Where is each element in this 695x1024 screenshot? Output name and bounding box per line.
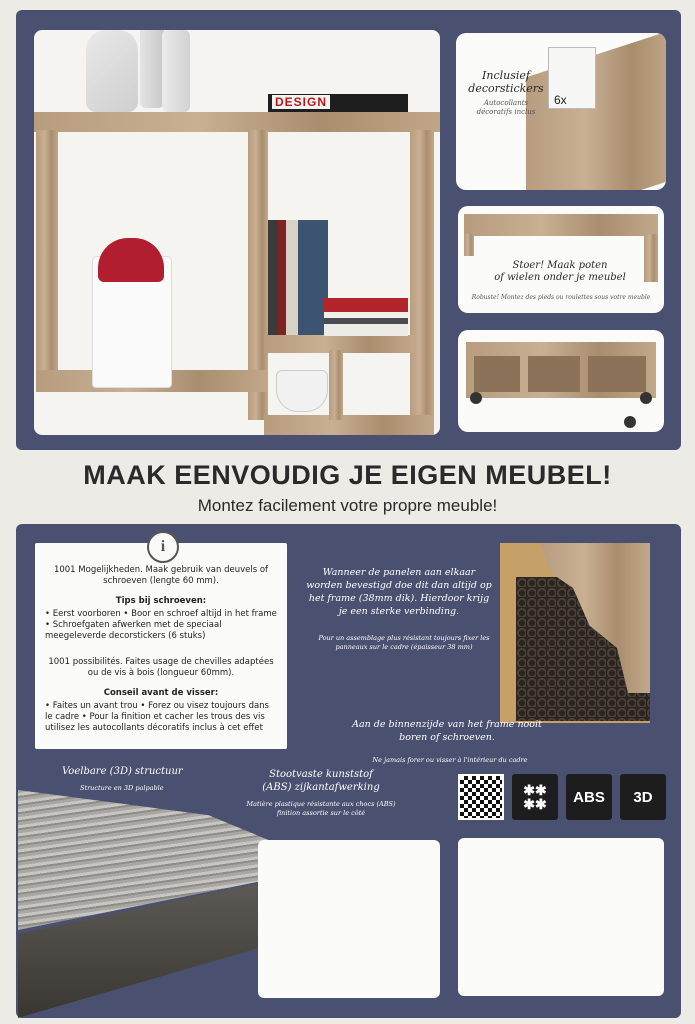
shelf-top xyxy=(34,112,440,132)
panels-callout-nl: Wanneer de panelen aan elkaar worden bevestigd doe dit dan altijd op het frame (38mm dik). Hierdoor krijg je een sterke verbinding. xyxy=(306,567,492,617)
stickers-callout xyxy=(456,33,666,190)
vase-right xyxy=(162,30,190,112)
red-cloth xyxy=(98,238,164,282)
vase-middle xyxy=(140,30,164,108)
info-icon: i xyxy=(147,531,179,563)
legs-board-left xyxy=(464,234,474,256)
info-fr-tips-title: Conseil avant de visser: xyxy=(103,688,219,698)
legs-board-right xyxy=(644,234,658,282)
board-closeup xyxy=(18,790,283,1018)
vase-left xyxy=(86,30,138,112)
empty-card-right xyxy=(458,838,664,996)
headline-fr: Montez facilement votre propre meuble! xyxy=(197,496,498,515)
wheel-icon xyxy=(470,392,482,404)
info-fr-intro: 1001 possibilités. Faites usage de chevilles adaptées ou de vis à bois (longueur 60mm). xyxy=(48,657,274,678)
wheel-icon xyxy=(624,416,636,428)
3d-callout-fr: Structure en 3D palpable xyxy=(80,784,164,792)
inside-callout-nl: Aan de binnenzijde van het frame nooit boren of schroeven. xyxy=(352,719,542,743)
info-nl-tips-title: Tips bij schroeven: xyxy=(115,596,207,606)
wheels-unit-cube-1 xyxy=(474,356,520,392)
wheels-callout xyxy=(458,330,664,432)
3d-callout-nl: Voelbare (3D) structuur xyxy=(62,766,183,777)
frame-cutaway xyxy=(500,543,650,723)
info-nl-tips: • Eerst voorboren • Boor en schroef altijd in het frame • Schroefgaten afwerken met de speciaal meegeleverde decorstickers (6 stuks) xyxy=(45,609,277,641)
wheels-unit-cube-3 xyxy=(588,356,646,392)
3d-badge: 3D xyxy=(620,774,666,820)
sticker-board xyxy=(526,33,666,190)
inside-callout-fr: Ne jamais forer ou visser à l'intérieur du cadre xyxy=(372,756,528,764)
stickers-label-nl: Inclusief decorstickers xyxy=(468,69,544,95)
legs-label-nl: Stoer! Maak poten of wielen onder je meubel xyxy=(494,260,626,283)
info-box xyxy=(35,538,287,749)
legs-label-fr: Robuste! Montez des pieds ou roulettes sous votre meuble xyxy=(471,294,651,301)
design-book-spine: DESIGN xyxy=(272,95,330,109)
product-photo xyxy=(34,30,440,435)
shelf-right-side xyxy=(410,130,434,435)
abs-callout-nl: Stootvaste kunststof (ABS) zijkantafwerking xyxy=(262,769,380,793)
sticker-count: 6x xyxy=(554,93,567,107)
design-book xyxy=(268,94,408,112)
stars-icon: ✱✱ ✱✱ xyxy=(512,774,558,820)
qr-pattern xyxy=(460,776,502,818)
headline-nl: MAAK EENVOUDIG JE EIGEN MEUBEL! xyxy=(83,460,612,490)
info-nl-intro: 1001 Mogelijkheden. Maak gebruik van deuvels of schroeven (lengte 60 mm). xyxy=(53,565,269,586)
shelf-left-side xyxy=(36,130,58,390)
panels-callout-fr: Pour un assemblage plus résistant toujours fixer les panneaux sur le cadre (épaisseur 38 mm) xyxy=(318,634,490,651)
empty-card-left xyxy=(258,840,440,998)
qr-code-icon xyxy=(458,774,504,820)
legs-callout xyxy=(458,206,664,313)
standing-books xyxy=(268,220,328,335)
shelf-cube-divider xyxy=(329,350,343,420)
abs-callout-fr: Matière plastique résistante aux chocs (ABS) finition assortie sur le côté xyxy=(246,800,396,817)
shelf-lower xyxy=(264,415,434,435)
legs-board xyxy=(464,214,658,236)
wheels-unit-cube-2 xyxy=(528,356,580,392)
stacked-books xyxy=(324,298,408,336)
wheel-icon xyxy=(640,392,652,404)
abs-badge: ABS xyxy=(566,774,612,820)
info-fr-tips: • Faites un avant trou • Forez ou visez toujours dans le cadre • Pour la finition et cacher les trous des vis utilisez les autocollants décoratifs inclus à cet effet xyxy=(45,701,269,733)
stickers-label-fr: Autocollants décoratifs inclus xyxy=(476,99,536,116)
bowls xyxy=(276,370,328,412)
